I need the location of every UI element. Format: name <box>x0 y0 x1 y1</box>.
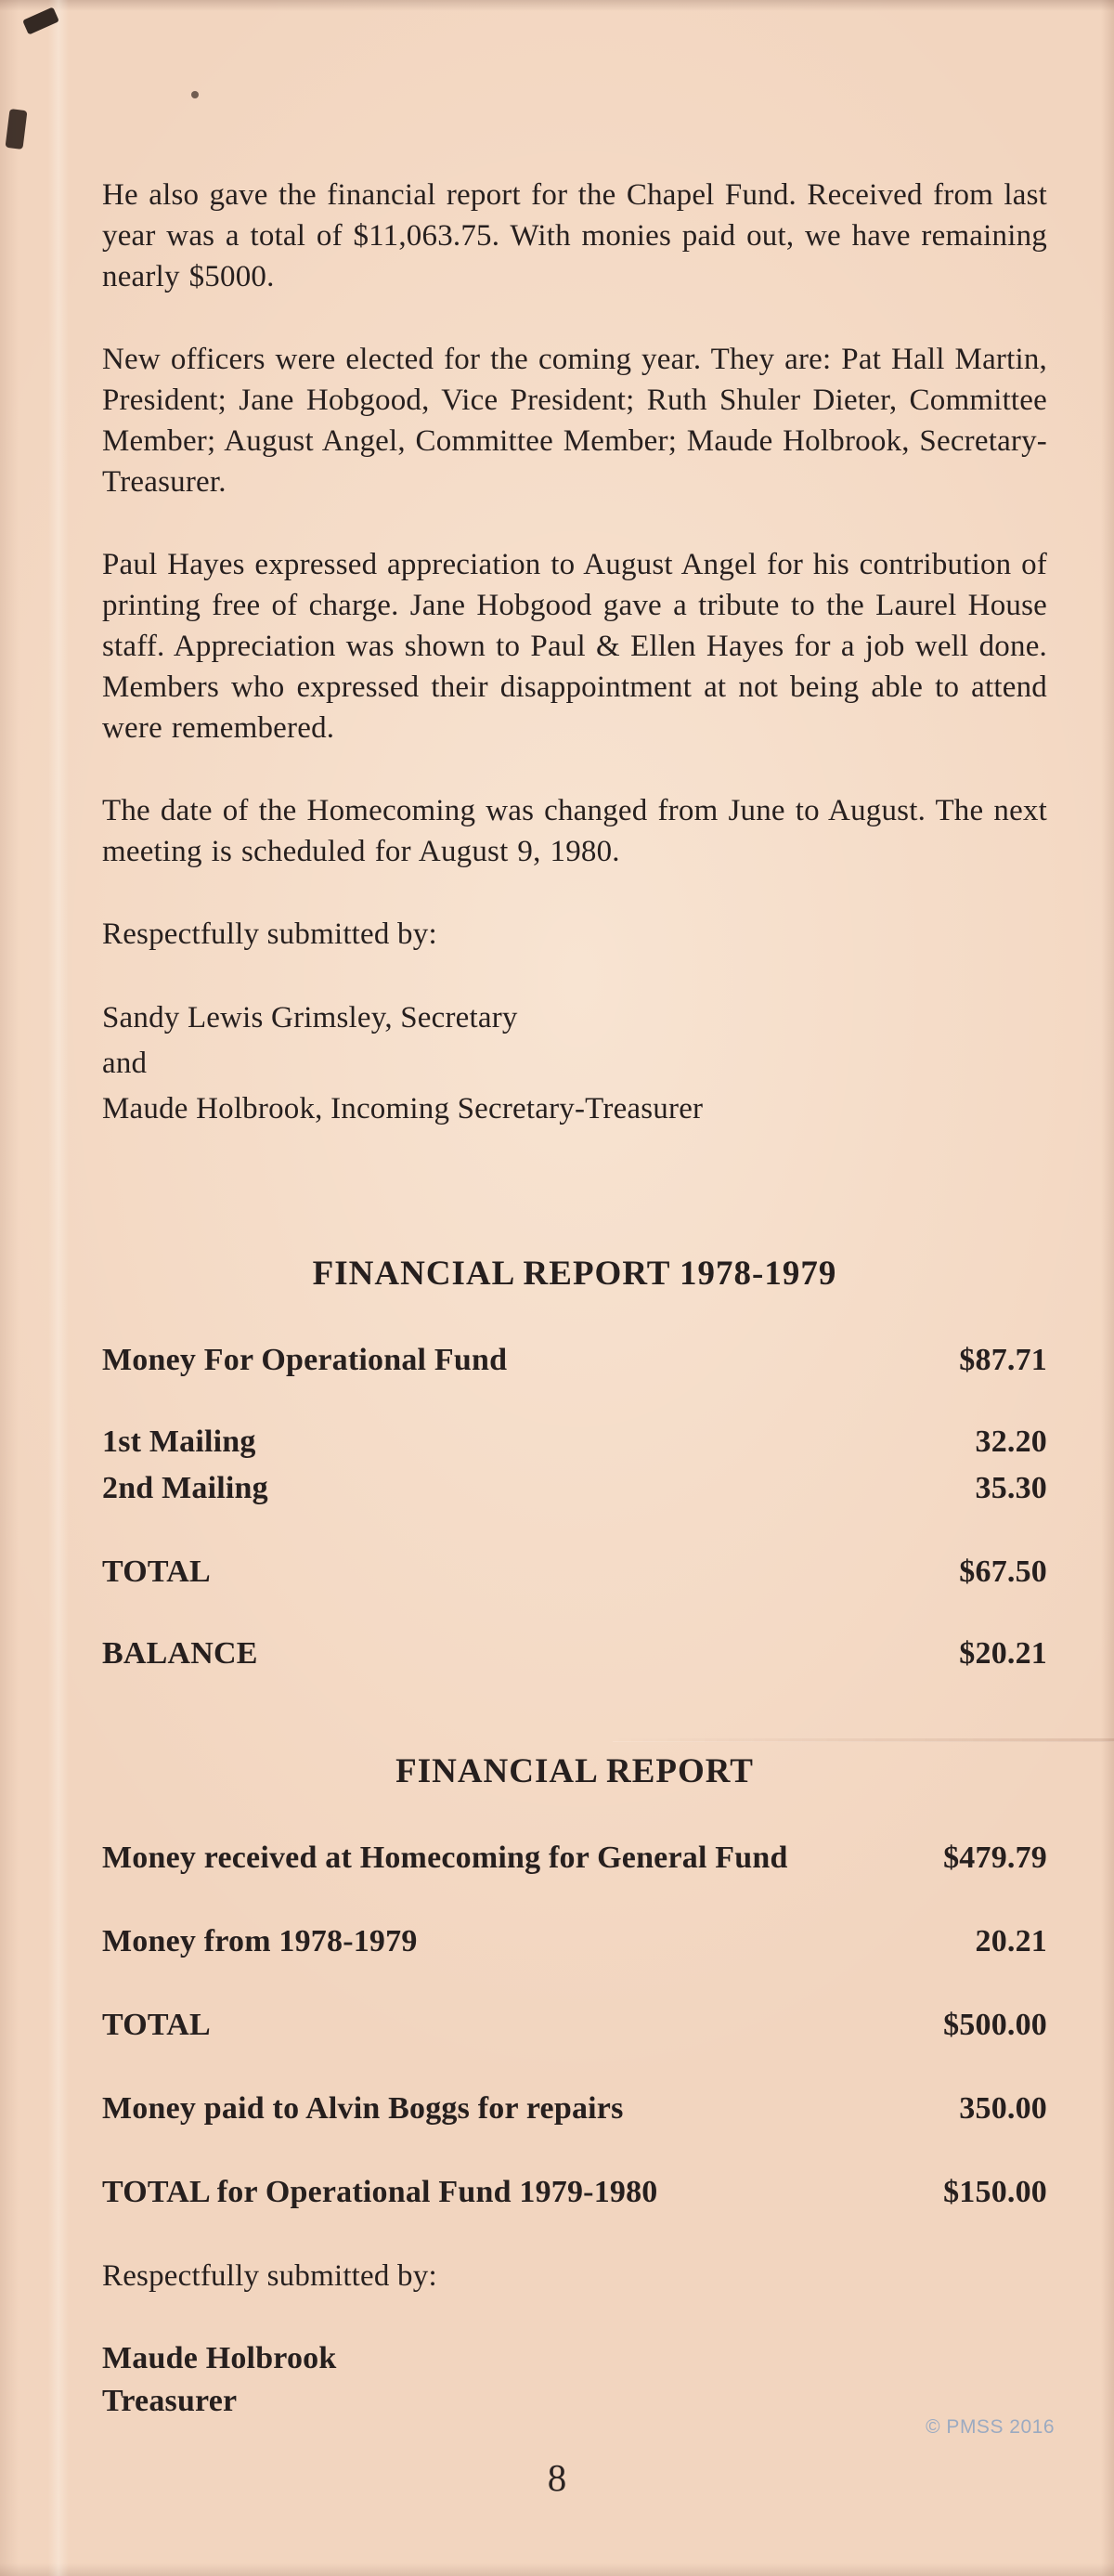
signature-block-1 <box>102 995 1047 1132</box>
row-label: Money from 1978-1979 <box>102 1924 418 1958</box>
row-label: BALANCE <box>102 1636 258 1671</box>
paragraph-new-officers: New officers were elected for the coming year. They are: Pat Hall Martin, President; Jane Hobgood, Vice President; Ruth Shuler Dieter, Committee Member; August Angel, Committee Member; Maude Holbrook, Secretary-Treasurer. <box>102 343 1047 499</box>
table-row <box>102 1420 1047 1464</box>
table-row-balance <box>102 1632 1047 1676</box>
table-row <box>102 2087 1047 2131</box>
financial-report-table <box>102 1836 1047 2215</box>
financial-report-1978-1979-table <box>102 1338 1047 1676</box>
row-label: 1st Mailing <box>102 1425 256 1459</box>
table-row-total-operational <box>102 2170 1047 2215</box>
signature-treasurer-title: Treasurer <box>102 2384 238 2418</box>
table-row-total <box>102 1550 1047 1594</box>
row-value: 35.30 <box>975 1471 1047 1505</box>
table-row <box>102 1836 1047 1880</box>
row-label: TOTAL <box>102 1555 211 1589</box>
row-label: TOTAL <box>102 2008 211 2042</box>
table-row <box>102 1466 1047 1511</box>
financial-report-1978-1979-title: FINANCIAL REPORT 1978-1979 <box>312 1255 837 1293</box>
paragraph-appreciation: Paul Hayes expressed appreciation to August Angel for his contribution of printing free of charge. Jane Hobgood gave a tribute to the Laurel House staff. Appreciation was shown to Paul & Ellen Hayes for a job well done. Members who expressed their disappointment at not being able to attend were remembered. <box>102 548 1047 745</box>
row-value: $67.50 <box>959 1555 1047 1589</box>
copyright-watermark: © PMSS 2016 <box>926 2416 1055 2438</box>
financial-report-title: FINANCIAL REPORT <box>395 1752 754 1790</box>
page-number: 8 <box>547 2456 567 2499</box>
signature-secretary: Sandy Lewis Grimsley, Secretary <box>102 1001 518 1034</box>
row-label: Money paid to Alvin Boggs for repairs <box>102 2091 624 2126</box>
signature-incoming-treasurer: Maude Holbrook, Incoming Secretary-Treasurer <box>102 1092 704 1125</box>
row-label: Money received at Homecoming for General Fund <box>102 1841 788 1875</box>
row-value: $87.71 <box>959 1343 1047 1377</box>
row-label: TOTAL for Operational Fund 1979-1980 <box>102 2175 658 2209</box>
row-label: 2nd Mailing <box>102 1471 268 1505</box>
row-value: $500.00 <box>943 2008 1047 2042</box>
row-label: Money For Operational Fund <box>102 1343 508 1377</box>
submitted-label-2: Respectfully submitted by: <box>102 2259 437 2293</box>
table-row <box>102 1338 1047 1383</box>
row-value: $150.00 <box>943 2175 1047 2209</box>
paragraph-chapel-fund: He also gave the financial report for the Chapel Fund. Received from last year was a total of $11,063.75. With monies paid out, we have remaining nearly $5000. <box>102 178 1047 293</box>
row-value: $479.79 <box>943 1841 1047 1875</box>
row-value: 20.21 <box>975 1924 1047 1958</box>
table-row-total <box>102 2003 1047 2048</box>
signature-treasurer-name: Maude Holbrook <box>102 2341 337 2375</box>
table-row <box>102 1919 1047 1964</box>
paragraph-homecoming-date: The date of the Homecoming was changed from June to August. The next meeting is scheduled for August 9, 1980. <box>102 794 1047 868</box>
signature-block-2 <box>102 2337 1047 2423</box>
submitted-label-1: Respectfully submitted by: <box>102 917 437 951</box>
row-value: $20.21 <box>959 1636 1047 1671</box>
row-value: 350.00 <box>959 2091 1047 2126</box>
row-value: 32.20 <box>975 1425 1047 1459</box>
signature-and: and <box>102 1047 148 1080</box>
